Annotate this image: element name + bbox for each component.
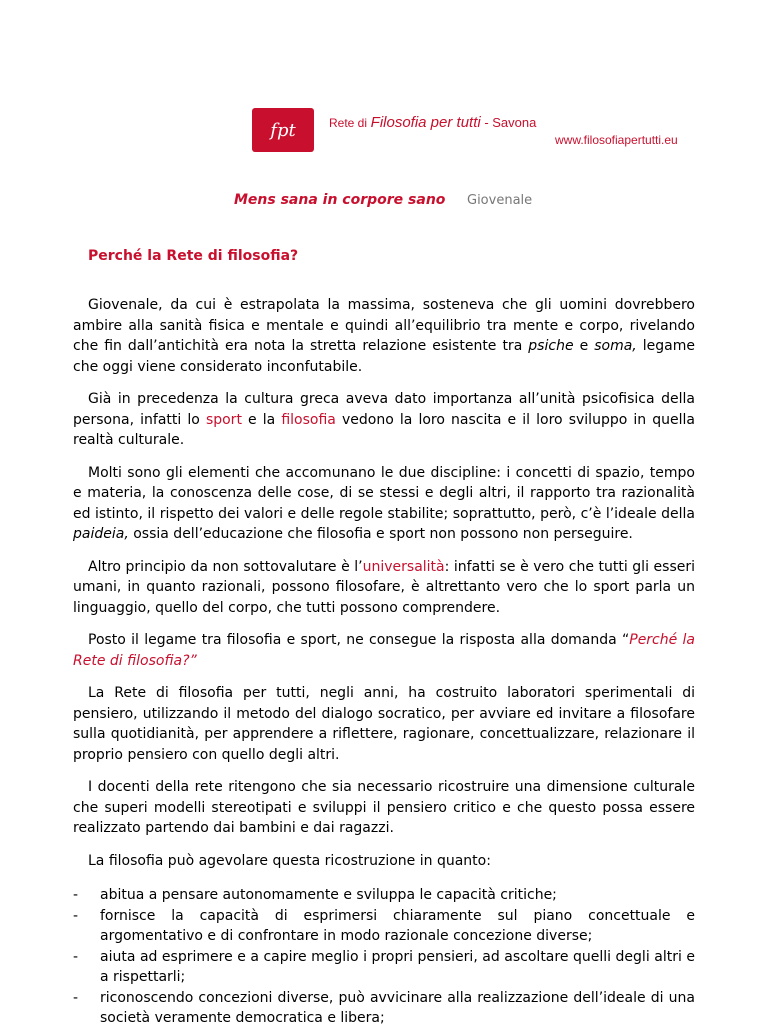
- text-run: e la: [241, 411, 282, 428]
- text-run: e: [573, 338, 595, 354]
- body-text: [73, 295, 695, 1029]
- text-run: Altro principio da non sottovalutare è l’: [88, 558, 363, 575]
- paragraph: [73, 463, 695, 545]
- website-url[interactable]: www.filosofiapertutti.eu: [555, 133, 678, 147]
- emphasis-paideia: paideia,: [73, 526, 129, 542]
- highlight-sport: sport: [205, 411, 242, 428]
- brand-prefix: Rete di: [329, 116, 368, 130]
- bullet-dash: -: [73, 907, 79, 924]
- list-item-text: riconoscendo concezioni diverse, può avvicinare alla realizzazione dell’ideale di una società veramente democratica e libera;: [100, 989, 695, 1026]
- paragraph: La filosofia può agevolare questa ricostruzione in quanto:: [88, 852, 491, 869]
- bullet-dash: -: [73, 887, 79, 903]
- motto-text: Mens sana in corpore sano: [234, 192, 446, 208]
- list-item-text: fornisce la capacità di esprimersi chiaramente sul piano concettuale e argomentativo e di confrontare in modo razionale concezione diverse;: [100, 907, 695, 944]
- paragraph: [73, 389, 695, 451]
- emphasis-soma: soma,: [594, 338, 637, 354]
- bullet-dash: -: [73, 948, 79, 965]
- paragraph: [73, 557, 695, 619]
- text-run: legame che oggi viene considerato inconfutabile.: [73, 338, 696, 375]
- paragraph: [73, 295, 695, 377]
- text-run: Già in precedenza la cultura greca aveva dato importanza all’unità psicofisica della persona, infatti lo: [73, 391, 695, 428]
- brand-separator: -: [480, 115, 493, 130]
- section-heading: Perché la Rete di filosofia?: [88, 248, 299, 264]
- motto-author: Giovenale: [467, 193, 533, 208]
- fpt-logo: [252, 108, 314, 152]
- highlight-question: Perché la Rete di filosofia?”: [73, 632, 695, 669]
- emphasis-psiche: psiche: [528, 338, 574, 354]
- paragraph: I docenti della rete ritengono che sia necessario ricostruire una dimensione culturale che superi modelli stereotipati e sviluppi il pensiero critico e che questo possa essere realizzato partendo dai bambini e dai ragazzi.: [73, 779, 695, 836]
- text-run: Molti sono gli elementi che accomunano le due discipline: i concetti di spazio, tempo e materia, la conoscenza delle cose, di se stessi e degli altri, il rapporto tra razionalità ed istinto, il rispetto dei valori e delle regole stabilite; soprattutto, però, c’è l’ideale della: [73, 464, 695, 522]
- highlight-filosofia: filosofia: [281, 411, 336, 428]
- paragraph: La Rete di filosofia per tutti, negli anni, ha costruito laboratori sperimentali di pensiero, utilizzando il metodo del dialogo socratico, per avviare ed invitare a filosofare sulla quotidianità, per apprendere a riflettere, ragionare, concettualizzare, relazionare il proprio pensiero con quello degli altri.: [73, 685, 695, 763]
- list-item: [73, 885, 695, 906]
- text-run: : infatti se è vero che tutti gli esseri umani, in quanto razionali, possono filosofare, è altrettanto vero che lo sport parla un linguaggio, quello del corpo, che tutti possono comprendere.: [73, 558, 695, 616]
- logo-text: fpt: [270, 119, 296, 141]
- text-run: Posto il legame tra filosofia e sport, ne consegue la risposta alla domanda “: [88, 632, 630, 648]
- brand-name: Filosofia per tutti: [370, 114, 481, 131]
- list-item: [73, 906, 695, 947]
- text-run: Giovenale, da cui è estrapolata la massima, sosteneva che gli uomini dovrebbero ambire alla sanità fisica e mentale e quindi all’equilibrio tra mente e corpo, rivelando che fin dall’antichità era nota la stretta relazione esistente tra: [73, 297, 695, 354]
- paragraph: [73, 630, 695, 671]
- list-item: [73, 947, 695, 988]
- highlight-universalita: universalità: [362, 558, 445, 575]
- brand-city: Savona: [492, 115, 537, 130]
- text-run: vedono la loro nascita e il loro sviluppo in quella realtà culturale.: [73, 411, 695, 448]
- text-run: ossia dell’educazione che filosofia e sport non possono non perseguire.: [128, 526, 633, 542]
- bullet-dash: -: [73, 989, 79, 1006]
- brand-line: [329, 114, 536, 131]
- list-item-text: abitua a pensare autonomamente e sviluppa le capacità critiche;: [100, 887, 557, 903]
- list-item-text: aiuta ad esprimere e a capire meglio i propri pensieri, ad ascoltare quelli degli altri e a rispettarli;: [100, 948, 695, 985]
- bullet-list: [73, 885, 695, 1029]
